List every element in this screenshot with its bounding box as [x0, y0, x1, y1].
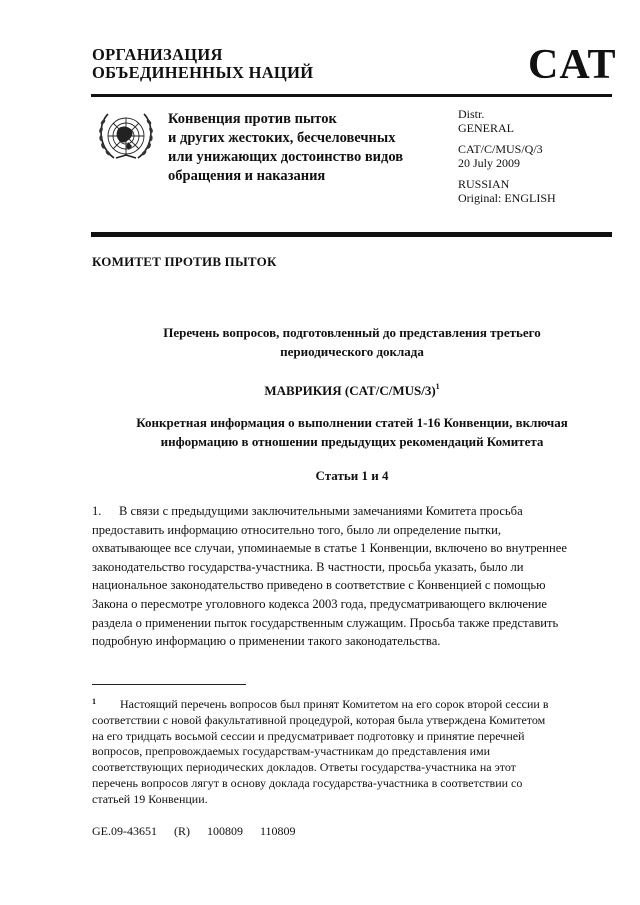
footnote-reference[interactable]: 1	[435, 382, 440, 391]
committee-name: КОМИТЕТ ПРОТИВ ПЫТОК	[92, 254, 277, 269]
document-symbol: CAT/C/MUS/Q/3	[458, 142, 543, 156]
document-series-symbol: CAT	[528, 42, 617, 88]
header-thick-rule	[91, 232, 612, 237]
paragraph-line: Закона о пересмотре уголовного кодекса 2003 года, предусматривающего включение	[92, 596, 547, 611]
convention-title-line: и других жестоких, бесчеловечных	[168, 130, 396, 146]
convention-title	[168, 110, 403, 186]
document-language: RUSSIAN	[458, 177, 510, 191]
footnote-line: соответствии с новой факультативной процедурой, которая была утверждена Комитетом	[92, 712, 546, 727]
footnote-line: на его тридцать восьмой сессии и предусматривает подготовку и принятие перечней	[92, 728, 525, 743]
footnote-separator	[92, 684, 246, 685]
distribution-block	[458, 108, 556, 205]
language-code: (R)	[174, 824, 190, 838]
footer-date-2: 110809	[260, 824, 296, 838]
footnote-line: соответствующих периодических докладов. Ответы государства-участника на этот	[92, 760, 516, 775]
footnote-mark: 1	[92, 697, 96, 706]
list-title-line: Перечень вопросов, подготовленный до представления третьего	[163, 325, 541, 340]
footnote-1	[92, 694, 612, 808]
specific-info-line: Конкретная информация о выполнении статей 1-16 Конвенции, включая	[136, 415, 568, 430]
footnote-line: статьей 19 Конвенции.	[92, 791, 208, 806]
footnote-line: перечень вопросов лягут в основу доклада государства-участника в соответствии со	[92, 775, 523, 790]
paragraph-line: законодательство государства-участника. В частности, просьба указать, было ли	[92, 559, 524, 574]
original-language: Original: ENGLISH	[458, 190, 556, 205]
job-number: GE.09-43651	[92, 824, 157, 838]
header-rule	[91, 94, 612, 97]
list-title-line: периодического доклада	[280, 344, 424, 359]
organization-name	[92, 46, 313, 82]
convention-title-line: обращения и наказания	[168, 168, 326, 184]
specific-info-line: информацию в отношении предыдущих рекомендаций Комитета	[160, 434, 544, 449]
document-date: 20 July 2009	[458, 155, 521, 170]
un-emblem-icon	[94, 106, 158, 166]
paragraph-line: предоставить информацию относительно того, было ли определение пытки,	[92, 522, 501, 537]
paragraph-line: национальное законодательство приведено в соответствие с Конвенцией с помощью	[92, 578, 546, 593]
convention-title-line: Конвенция против пыток	[168, 111, 337, 127]
document-job-footer	[92, 824, 310, 839]
paragraph-number: 1.	[92, 504, 102, 518]
country-name: МАВРИКИЯ (CAT/C/MUS/3)	[264, 383, 436, 398]
country-heading	[92, 377, 612, 400]
specific-info-heading	[92, 413, 612, 451]
paragraph-1	[92, 502, 612, 651]
paragraph-line: охватывающее все случаи, упоминаемые в статье 1 Конвенции, включено во внутреннее	[92, 541, 567, 556]
organization-name-line: ОРГАНИЗАЦИЯ	[92, 45, 223, 64]
distr-value: GENERAL	[458, 120, 514, 135]
convention-title-line: или унижающих достоинство видов	[168, 149, 404, 165]
paragraph-line: подробную информацию о применении такого законодательства.	[92, 634, 441, 649]
list-of-issues-title	[92, 323, 612, 361]
footer-date-1: 100809	[207, 824, 243, 838]
distr-label: Distr.	[458, 107, 485, 121]
footnote-line: вопросов, препровождаемых государствам-участникам до представления ими	[92, 744, 491, 759]
paragraph-line: 1. В связи с предыдущими заключительными замечаниями Комитета просьба	[92, 502, 612, 521]
organization-name-line: ОБЪЕДИНЕННЫХ НАЦИЙ	[92, 63, 314, 82]
paragraph-line: раздела о применении пыток государственным служащим. Просьба также представить	[92, 615, 559, 630]
articles-heading: Статьи 1 и 4	[315, 468, 389, 483]
footnote-line: 1 Настоящий перечень вопросов был принят Комитетом на его сорок второй сессии в	[92, 694, 612, 713]
